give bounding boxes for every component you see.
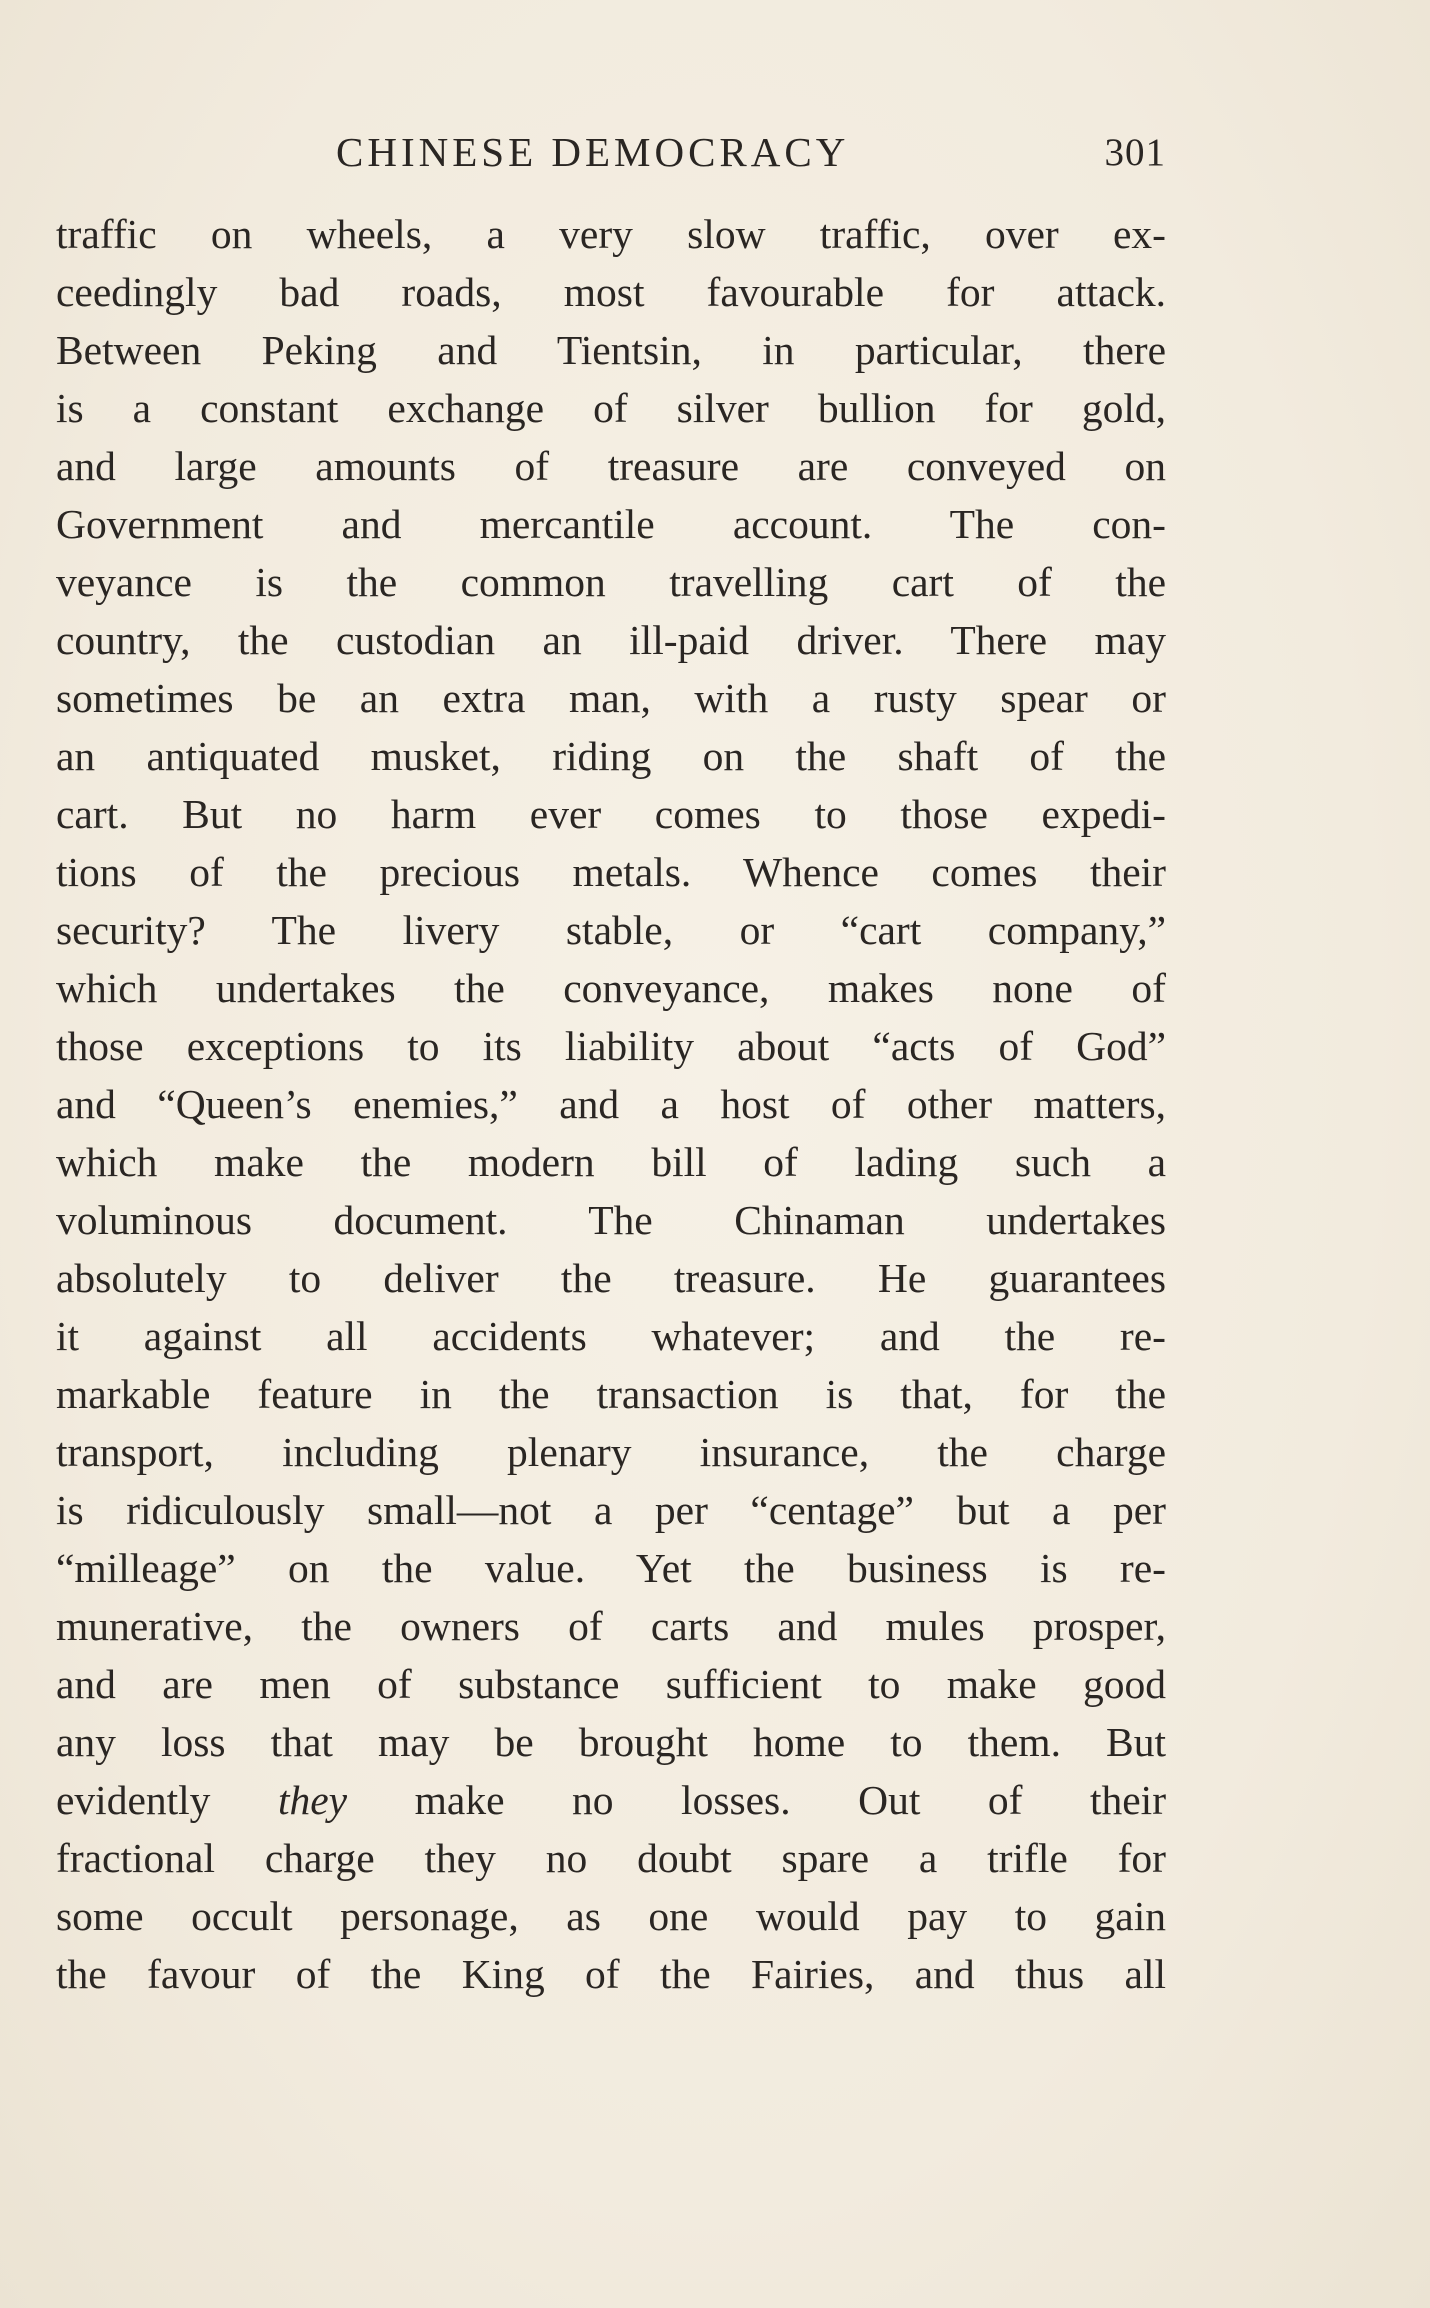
text-line: the favour of the King of the Fairies, and thus all <box>56 1951 1166 1997</box>
page-number: 301 <box>1104 131 1166 174</box>
text-line: is a constant exchange of silver bullion for gold, <box>56 385 1166 431</box>
text-line: is ridiculously small—not a per “centage” but a per <box>56 1487 1166 1533</box>
text-line: some occult personage, as one would pay to gain <box>56 1893 1166 1939</box>
text-line: security? The livery stable, or “cart company,” <box>56 907 1166 953</box>
text-line: transport, including plenary insurance, the charge <box>56 1429 1166 1475</box>
text-line: tions of the precious metals. Whence comes their <box>56 849 1166 895</box>
text-line: Between Peking and Tientsin, in particular, there <box>56 327 1166 373</box>
text-fragment: evidently <box>56 1777 211 1823</box>
running-title: CHINESE DEMOCRACY <box>336 129 850 175</box>
text-line: which undertakes the conveyance, makes none of <box>56 965 1166 1011</box>
text-line: and “Queen’s enemies,” and a host of other matters, <box>56 1081 1166 1127</box>
text-line: any loss that may be brought home to them. But <box>56 1719 1166 1765</box>
italic-emphasis: they <box>277 1777 348 1823</box>
text-line-with-italic <box>56 1771 1166 1829</box>
text-line: which make the modern bill of lading such a <box>56 1139 1166 1185</box>
text-line: those exceptions to its liability about “acts of God” <box>56 1023 1166 1069</box>
text-line: ceedingly bad roads, most favourable for attack. <box>56 269 1166 315</box>
text-line: it against all accidents whatever; and the re- <box>56 1313 1166 1359</box>
running-head <box>56 128 1166 188</box>
text-line: Government and mercantile account. The con- <box>56 501 1166 547</box>
text-line: markable feature in the transaction is that, for the <box>56 1371 1166 1417</box>
text-line: voluminous document. The Chinaman undertakes <box>56 1197 1166 1243</box>
text-line: traffic on wheels, a very slow traffic, over ex- <box>56 211 1166 257</box>
text-fragment: make no losses. Out of their <box>414 1777 1166 1823</box>
text-line: cart. But no harm ever comes to those expedi- <box>56 791 1166 837</box>
text-line: veyance is the common travelling cart of the <box>56 559 1166 605</box>
body-text <box>56 205 1166 2003</box>
text-line: “milleage” on the value. Yet the business is re- <box>56 1545 1166 1591</box>
text-line: country, the custodian an ill-paid driver. There may <box>56 617 1166 663</box>
text-line: absolutely to deliver the treasure. He guarantees <box>56 1255 1166 1301</box>
text-line: an antiquated musket, riding on the shaft of the <box>56 733 1166 779</box>
text-line: sometimes be an extra man, with a rusty spear or <box>56 675 1166 721</box>
text-line: fractional charge they no doubt spare a trifle for <box>56 1835 1166 1881</box>
text-line: munerative, the owners of carts and mules prosper, <box>56 1603 1166 1649</box>
text-line: and large amounts of treasure are conveyed on <box>56 443 1166 489</box>
text-line: and are men of substance sufficient to make good <box>56 1661 1166 1707</box>
